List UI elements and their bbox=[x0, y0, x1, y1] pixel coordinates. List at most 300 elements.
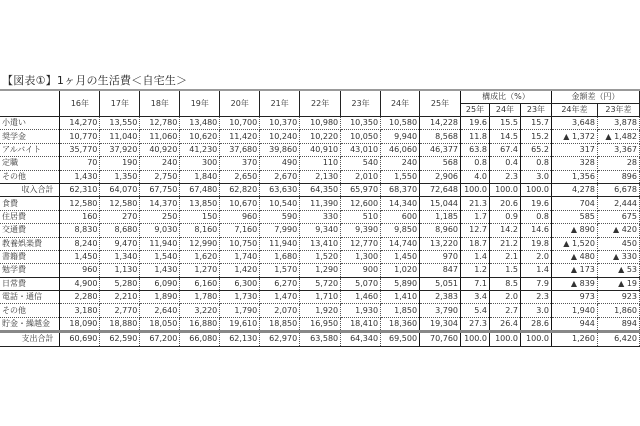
value-cell: 1,840 bbox=[180, 170, 220, 183]
value-cell: 11,940 bbox=[140, 237, 180, 250]
value-cell: 65,970 bbox=[341, 183, 381, 196]
value-cell: 62,130 bbox=[220, 332, 260, 346]
value-cell: 1,130 bbox=[100, 264, 140, 277]
value-cell: 1,890 bbox=[140, 291, 180, 304]
value-cell: 2,650 bbox=[220, 170, 260, 183]
ratio-cell: 15.2 bbox=[520, 130, 551, 143]
value-cell: 70 bbox=[60, 157, 100, 170]
value-cell: 9,340 bbox=[300, 224, 341, 237]
value-cell: 69,500 bbox=[381, 332, 420, 346]
table-row bbox=[0, 332, 640, 346]
ratio-cell: 5.4 bbox=[461, 304, 490, 317]
table-row bbox=[0, 197, 640, 210]
value-cell: 5,890 bbox=[381, 277, 420, 290]
value-cell: 18,090 bbox=[60, 317, 100, 331]
value-cell: 64,350 bbox=[300, 183, 341, 196]
table-row bbox=[0, 170, 640, 183]
ratio-cell: 8.5 bbox=[489, 277, 520, 290]
row-label: 住居費 bbox=[0, 210, 60, 223]
ratio-cell: 28.6 bbox=[520, 317, 551, 331]
value-cell: 847 bbox=[420, 264, 461, 277]
ratio-cell: 19.6 bbox=[520, 197, 551, 210]
value-cell: 16,950 bbox=[300, 317, 341, 331]
value-cell: 2,770 bbox=[100, 304, 140, 317]
diff-cell: 6,678 bbox=[597, 183, 639, 196]
value-cell: 12,580 bbox=[60, 197, 100, 210]
diff-cell: ▲ 480 bbox=[551, 250, 597, 263]
row-label: 支出合計 bbox=[0, 332, 60, 346]
value-cell: 10,350 bbox=[341, 117, 381, 130]
row-label: 食費 bbox=[0, 197, 60, 210]
ratio-cell: 14.5 bbox=[489, 130, 520, 143]
header-year: 16年 bbox=[60, 90, 100, 117]
header-diff-group: 金額差（円） bbox=[551, 90, 639, 104]
header-year: 19年 bbox=[180, 90, 220, 117]
value-cell: 18,410 bbox=[341, 317, 381, 331]
value-cell: 1,430 bbox=[140, 264, 180, 277]
row-label: 勉学費 bbox=[0, 264, 60, 277]
diff-cell: 3,367 bbox=[597, 143, 639, 156]
ratio-cell: 26.4 bbox=[489, 317, 520, 331]
table-row bbox=[0, 250, 640, 263]
value-cell: 2,750 bbox=[140, 170, 180, 183]
value-cell: 960 bbox=[220, 210, 260, 223]
value-cell: 240 bbox=[381, 157, 420, 170]
value-cell: 68,370 bbox=[381, 183, 420, 196]
value-cell: 37,920 bbox=[100, 143, 140, 156]
header-ratio-group: 構成比（%） bbox=[461, 90, 552, 104]
value-cell: 11,040 bbox=[100, 130, 140, 143]
diff-cell: 3,648 bbox=[551, 117, 597, 130]
table-row bbox=[0, 264, 640, 277]
table-row bbox=[0, 317, 640, 331]
row-label: 定職 bbox=[0, 157, 60, 170]
ratio-cell: 15.7 bbox=[520, 117, 551, 130]
value-cell: 1,020 bbox=[381, 264, 420, 277]
ratio-cell: 2.0 bbox=[520, 250, 551, 263]
value-cell: 270 bbox=[100, 210, 140, 223]
value-cell: 72,648 bbox=[420, 183, 461, 196]
value-cell: 8,830 bbox=[60, 224, 100, 237]
diff-cell: ▲ 839 bbox=[551, 277, 597, 290]
ratio-cell: 100.0 bbox=[489, 183, 520, 196]
value-cell: 370 bbox=[220, 157, 260, 170]
value-cell: 3,790 bbox=[420, 304, 461, 317]
header-diff-col: 24年差 bbox=[551, 104, 597, 117]
row-label: 奨学金 bbox=[0, 130, 60, 143]
value-cell: 67,750 bbox=[140, 183, 180, 196]
diff-cell: 328 bbox=[551, 157, 597, 170]
ratio-cell: 18.7 bbox=[461, 237, 490, 250]
diff-cell: ▲ 19 bbox=[597, 277, 639, 290]
diff-cell: ▲ 330 bbox=[597, 250, 639, 263]
diff-cell: ▲ 1,520 bbox=[551, 237, 597, 250]
value-cell: 590 bbox=[260, 210, 300, 223]
value-cell: 39,860 bbox=[260, 143, 300, 156]
ratio-cell: 2.1 bbox=[489, 250, 520, 263]
value-cell: 1,300 bbox=[341, 250, 381, 263]
ratio-cell: 14.2 bbox=[489, 224, 520, 237]
header-ratio-year: 23年 bbox=[520, 104, 551, 117]
value-cell: 8,240 bbox=[60, 237, 100, 250]
value-cell: 190 bbox=[100, 157, 140, 170]
value-cell: 19,304 bbox=[420, 317, 461, 331]
value-cell: 970 bbox=[420, 250, 461, 263]
value-cell: 6,300 bbox=[220, 277, 260, 290]
header-year: 21年 bbox=[260, 90, 300, 117]
value-cell: 10,220 bbox=[300, 130, 341, 143]
value-cell: 160 bbox=[60, 210, 100, 223]
value-cell: 1,710 bbox=[300, 291, 341, 304]
header-row-1 bbox=[0, 90, 640, 104]
value-cell: 9,390 bbox=[341, 224, 381, 237]
value-cell: 12,600 bbox=[341, 197, 381, 210]
value-cell: 63,580 bbox=[300, 332, 341, 346]
value-cell: 67,480 bbox=[180, 183, 220, 196]
diff-cell: 4,278 bbox=[551, 183, 597, 196]
value-cell: 70,760 bbox=[420, 332, 461, 346]
value-cell: 4,900 bbox=[60, 277, 100, 290]
diff-cell: 3,878 bbox=[597, 117, 639, 130]
row-label: 貯金・繰越金 bbox=[0, 317, 60, 331]
header-year: 18年 bbox=[140, 90, 180, 117]
value-cell: 63,630 bbox=[260, 183, 300, 196]
table-row bbox=[0, 117, 640, 130]
value-cell: 1,550 bbox=[381, 170, 420, 183]
value-cell: 1,520 bbox=[300, 250, 341, 263]
value-cell: 10,050 bbox=[341, 130, 381, 143]
diff-cell: 1,356 bbox=[551, 170, 597, 183]
value-cell: 1,470 bbox=[260, 291, 300, 304]
ratio-cell: 0.9 bbox=[489, 210, 520, 223]
table-title: 【図表①】1ヶ月の生活費＜自宅生＞ bbox=[2, 74, 188, 87]
ratio-cell: 0.8 bbox=[520, 210, 551, 223]
table-row bbox=[0, 277, 640, 290]
ratio-cell: 3.0 bbox=[520, 170, 551, 183]
value-cell: 3,220 bbox=[180, 304, 220, 317]
value-cell: 510 bbox=[341, 210, 381, 223]
value-cell: 240 bbox=[140, 157, 180, 170]
table-row bbox=[0, 291, 640, 304]
value-cell: 14,740 bbox=[381, 237, 420, 250]
value-cell: 13,410 bbox=[300, 237, 341, 250]
value-cell: 12,990 bbox=[180, 237, 220, 250]
value-cell: 10,750 bbox=[220, 237, 260, 250]
value-cell: 1,920 bbox=[300, 304, 341, 317]
ratio-cell: 12.7 bbox=[461, 224, 490, 237]
value-cell: 150 bbox=[180, 210, 220, 223]
value-cell: 10,620 bbox=[180, 130, 220, 143]
value-cell: 2,383 bbox=[420, 291, 461, 304]
value-cell: 6,160 bbox=[180, 277, 220, 290]
diff-cell: 28 bbox=[597, 157, 639, 170]
ratio-cell: 20.6 bbox=[489, 197, 520, 210]
value-cell: 35,770 bbox=[60, 143, 100, 156]
ratio-cell: 21.2 bbox=[489, 237, 520, 250]
value-cell: 10,580 bbox=[381, 117, 420, 130]
ratio-cell: 1.2 bbox=[461, 264, 490, 277]
value-cell: 62,820 bbox=[220, 183, 260, 196]
row-label: アルバイト bbox=[0, 143, 60, 156]
value-cell: 1,430 bbox=[60, 170, 100, 183]
value-cell: 1,290 bbox=[300, 264, 341, 277]
value-cell: 490 bbox=[260, 157, 300, 170]
row-label: 日常費 bbox=[0, 277, 60, 290]
ratio-cell: 100.0 bbox=[461, 332, 490, 346]
value-cell: 11,060 bbox=[140, 130, 180, 143]
ratio-cell: 2.7 bbox=[489, 304, 520, 317]
diff-cell: 585 bbox=[551, 210, 597, 223]
value-cell: 900 bbox=[341, 264, 381, 277]
diff-cell: ▲ 173 bbox=[551, 264, 597, 277]
table-row bbox=[0, 210, 640, 223]
value-cell: 1,410 bbox=[381, 291, 420, 304]
ratio-cell: 19.6 bbox=[461, 117, 490, 130]
value-cell: 960 bbox=[60, 264, 100, 277]
value-cell: 13,850 bbox=[180, 197, 220, 210]
value-cell: 2,210 bbox=[100, 291, 140, 304]
ratio-cell: 100.0 bbox=[489, 332, 520, 346]
value-cell: 62,310 bbox=[60, 183, 100, 196]
value-cell: 3,180 bbox=[60, 304, 100, 317]
value-cell: 9,030 bbox=[140, 224, 180, 237]
value-cell: 1,350 bbox=[100, 170, 140, 183]
ratio-cell: 0.4 bbox=[489, 157, 520, 170]
value-cell: 2,670 bbox=[260, 170, 300, 183]
table-row bbox=[0, 224, 640, 237]
diff-cell: 923 bbox=[597, 291, 639, 304]
value-cell: 10,670 bbox=[220, 197, 260, 210]
value-cell: 64,340 bbox=[341, 332, 381, 346]
value-cell: 18,880 bbox=[100, 317, 140, 331]
ratio-cell: 27.3 bbox=[461, 317, 490, 331]
value-cell: 16,880 bbox=[180, 317, 220, 331]
diff-cell: ▲ 1,482 bbox=[597, 130, 639, 143]
value-cell: 330 bbox=[300, 210, 341, 223]
value-cell: 62,970 bbox=[260, 332, 300, 346]
diff-cell: 2,444 bbox=[597, 197, 639, 210]
value-cell: 62,590 bbox=[100, 332, 140, 346]
value-cell: 10,370 bbox=[260, 117, 300, 130]
value-cell: 60,690 bbox=[60, 332, 100, 346]
value-cell: 12,780 bbox=[140, 117, 180, 130]
ratio-cell: 1.5 bbox=[489, 264, 520, 277]
table-row bbox=[0, 304, 640, 317]
header-diff-col: 23年差 bbox=[597, 104, 639, 117]
diff-cell: 896 bbox=[597, 170, 639, 183]
value-cell: 1,850 bbox=[381, 304, 420, 317]
ratio-cell: 1.4 bbox=[520, 264, 551, 277]
header-year: 20年 bbox=[220, 90, 260, 117]
table-row bbox=[0, 157, 640, 170]
living-expenses-table bbox=[0, 89, 640, 347]
ratio-cell: 1.7 bbox=[461, 210, 490, 223]
value-cell: 2,130 bbox=[300, 170, 341, 183]
ratio-cell: 11.8 bbox=[461, 130, 490, 143]
ratio-cell: 0.8 bbox=[461, 157, 490, 170]
value-cell: 2,640 bbox=[140, 304, 180, 317]
ratio-cell: 67.4 bbox=[489, 143, 520, 156]
value-cell: 10,980 bbox=[300, 117, 341, 130]
ratio-cell: 2.3 bbox=[489, 170, 520, 183]
value-cell: 1,270 bbox=[180, 264, 220, 277]
diff-cell: ▲ 53 bbox=[597, 264, 639, 277]
diff-cell: 894 bbox=[597, 317, 639, 331]
diff-cell: ▲ 1,372 bbox=[551, 130, 597, 143]
value-cell: 19,610 bbox=[220, 317, 260, 331]
value-cell: 41,230 bbox=[180, 143, 220, 156]
value-cell: 14,340 bbox=[381, 197, 420, 210]
value-cell: 1,450 bbox=[60, 250, 100, 263]
ratio-cell: 14.6 bbox=[520, 224, 551, 237]
table-row bbox=[0, 143, 640, 156]
value-cell: 250 bbox=[140, 210, 180, 223]
ratio-cell: 63.8 bbox=[461, 143, 490, 156]
value-cell: 18,050 bbox=[140, 317, 180, 331]
value-cell: 1,340 bbox=[100, 250, 140, 263]
value-cell: 9,850 bbox=[381, 224, 420, 237]
value-cell: 14,228 bbox=[420, 117, 461, 130]
table-row bbox=[0, 183, 640, 196]
row-label: 教養娯楽費 bbox=[0, 237, 60, 250]
ratio-cell: 7.1 bbox=[461, 277, 490, 290]
ratio-cell: 21.3 bbox=[461, 197, 490, 210]
header-year: 23年 bbox=[341, 90, 381, 117]
value-cell: 13,220 bbox=[420, 237, 461, 250]
diff-cell: 944 bbox=[551, 317, 597, 331]
value-cell: 568 bbox=[420, 157, 461, 170]
value-cell: 1,460 bbox=[341, 291, 381, 304]
diff-cell: 6,420 bbox=[597, 332, 639, 346]
ratio-cell: 2.0 bbox=[489, 291, 520, 304]
row-label: その他 bbox=[0, 170, 60, 183]
ratio-cell: 100.0 bbox=[461, 183, 490, 196]
value-cell: 13,480 bbox=[180, 117, 220, 130]
value-cell: 1,540 bbox=[140, 250, 180, 263]
value-cell: 40,910 bbox=[300, 143, 341, 156]
value-cell: 1,790 bbox=[220, 304, 260, 317]
diff-cell: 1,260 bbox=[551, 332, 597, 346]
value-cell: 10,770 bbox=[60, 130, 100, 143]
ratio-cell: 15.5 bbox=[489, 117, 520, 130]
ratio-cell: 7.9 bbox=[520, 277, 551, 290]
row-label: その他 bbox=[0, 304, 60, 317]
row-label: 書籍費 bbox=[0, 250, 60, 263]
value-cell: 11,390 bbox=[300, 197, 341, 210]
value-cell: 1,620 bbox=[180, 250, 220, 263]
value-cell: 2,070 bbox=[260, 304, 300, 317]
value-cell: 18,360 bbox=[381, 317, 420, 331]
value-cell: 2,280 bbox=[60, 291, 100, 304]
value-cell: 43,010 bbox=[341, 143, 381, 156]
value-cell: 40,920 bbox=[140, 143, 180, 156]
value-cell: 9,940 bbox=[381, 130, 420, 143]
value-cell: 1,780 bbox=[180, 291, 220, 304]
value-cell: 2,906 bbox=[420, 170, 461, 183]
value-cell: 1,450 bbox=[381, 250, 420, 263]
value-cell: 2,010 bbox=[341, 170, 381, 183]
row-label: 収入合計 bbox=[0, 183, 60, 196]
value-cell: 5,070 bbox=[341, 277, 381, 290]
header-ratio-year: 24年 bbox=[489, 104, 520, 117]
diff-cell: 1,940 bbox=[551, 304, 597, 317]
value-cell: 8,680 bbox=[100, 224, 140, 237]
value-cell: 37,680 bbox=[220, 143, 260, 156]
value-cell: 1,730 bbox=[220, 291, 260, 304]
value-cell: 6,090 bbox=[140, 277, 180, 290]
diff-cell: ▲ 890 bbox=[551, 224, 597, 237]
value-cell: 18,850 bbox=[260, 317, 300, 331]
value-cell: 6,270 bbox=[260, 277, 300, 290]
value-cell: 7,160 bbox=[220, 224, 260, 237]
value-cell: 10,540 bbox=[260, 197, 300, 210]
header-year: 25年 bbox=[420, 90, 461, 117]
value-cell: 14,370 bbox=[140, 197, 180, 210]
value-cell: 1,740 bbox=[220, 250, 260, 263]
ratio-cell: 1.4 bbox=[461, 250, 490, 263]
value-cell: 300 bbox=[180, 157, 220, 170]
value-cell: 1,570 bbox=[260, 264, 300, 277]
diff-cell: 973 bbox=[551, 291, 597, 304]
row-label: 交通費 bbox=[0, 224, 60, 237]
value-cell: 14,270 bbox=[60, 117, 100, 130]
value-cell: 1,420 bbox=[220, 264, 260, 277]
header-year: 22年 bbox=[300, 90, 341, 117]
header-blank bbox=[0, 90, 60, 117]
diff-cell: 1,860 bbox=[597, 304, 639, 317]
value-cell: 5,720 bbox=[300, 277, 341, 290]
value-cell: 540 bbox=[341, 157, 381, 170]
header-year: 24年 bbox=[381, 90, 420, 117]
row-label: 小遣い bbox=[0, 117, 60, 130]
value-cell: 8,568 bbox=[420, 130, 461, 143]
value-cell: 1,930 bbox=[341, 304, 381, 317]
value-cell: 12,580 bbox=[100, 197, 140, 210]
value-cell: 67,200 bbox=[140, 332, 180, 346]
value-cell: 12,770 bbox=[341, 237, 381, 250]
diff-cell: 450 bbox=[597, 237, 639, 250]
table-row bbox=[0, 237, 640, 250]
value-cell: 15,044 bbox=[420, 197, 461, 210]
value-cell: 1,185 bbox=[420, 210, 461, 223]
value-cell: 10,700 bbox=[220, 117, 260, 130]
value-cell: 11,420 bbox=[220, 130, 260, 143]
value-cell: 11,940 bbox=[260, 237, 300, 250]
diff-cell: 317 bbox=[551, 143, 597, 156]
header-ratio-year: 25年 bbox=[461, 104, 490, 117]
ratio-cell: 65.2 bbox=[520, 143, 551, 156]
ratio-cell: 19.8 bbox=[520, 237, 551, 250]
value-cell: 1,680 bbox=[260, 250, 300, 263]
value-cell: 64,070 bbox=[100, 183, 140, 196]
ratio-cell: 0.8 bbox=[520, 157, 551, 170]
value-cell: 110 bbox=[300, 157, 341, 170]
row-label: 電話・通信 bbox=[0, 291, 60, 304]
value-cell: 13,550 bbox=[100, 117, 140, 130]
ratio-cell: 2.3 bbox=[520, 291, 551, 304]
ratio-cell: 100.0 bbox=[520, 332, 551, 346]
value-cell: 7,990 bbox=[260, 224, 300, 237]
value-cell: 5,051 bbox=[420, 277, 461, 290]
value-cell: 66,080 bbox=[180, 332, 220, 346]
ratio-cell: 3.4 bbox=[461, 291, 490, 304]
diff-cell: 675 bbox=[597, 210, 639, 223]
ratio-cell: 3.0 bbox=[520, 304, 551, 317]
value-cell: 10,240 bbox=[260, 130, 300, 143]
value-cell: 9,470 bbox=[100, 237, 140, 250]
value-cell: 8,160 bbox=[180, 224, 220, 237]
value-cell: 600 bbox=[381, 210, 420, 223]
